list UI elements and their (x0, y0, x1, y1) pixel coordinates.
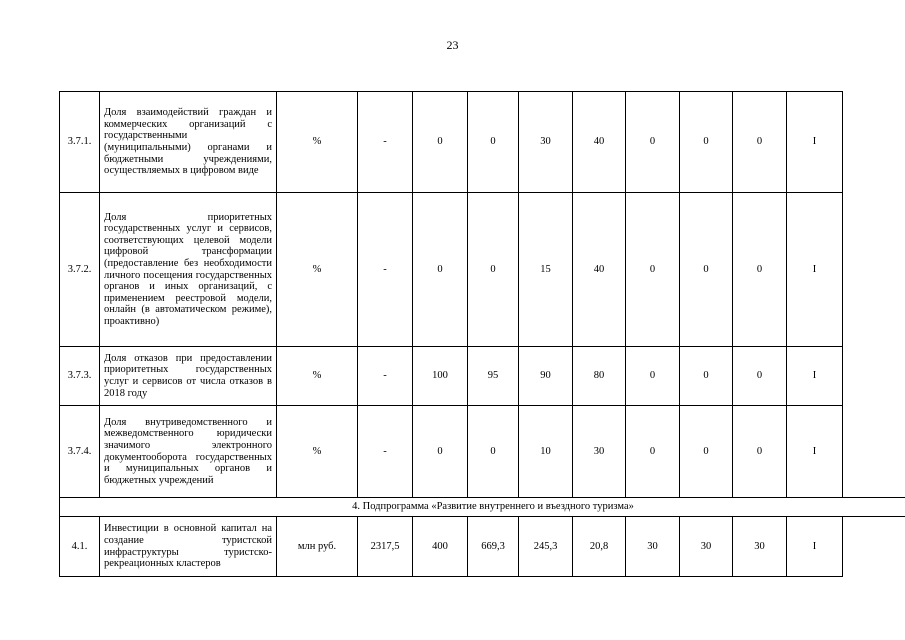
value-cell: 0 (733, 92, 787, 193)
indicator-type: I (787, 92, 843, 193)
value-cell: 20,8 (573, 517, 626, 577)
value-cell: 90 (519, 347, 573, 406)
section-title: 4. Подпрограмма «Развитие внутреннего и въездного туризма» (60, 498, 905, 517)
value-cell: 0 (413, 92, 468, 193)
table-row (60, 92, 905, 193)
page-number: 23 (446, 38, 459, 52)
value-cell: 30 (519, 92, 573, 193)
value-cell: 30 (680, 517, 733, 577)
value-cell: 30 (573, 406, 626, 498)
value-cell: 0 (680, 92, 733, 193)
indicator-description: Инвестиции в основной капитал на создание туристской инфраструктуры туристско-рекреационных кластеров (100, 517, 277, 577)
value-cell: - (358, 193, 413, 347)
table-row (60, 347, 905, 406)
row-number: 3.7.2. (60, 193, 100, 347)
value-cell: 95 (468, 347, 519, 406)
value-cell: 0 (680, 193, 733, 347)
value-cell: 0 (626, 347, 680, 406)
unit-cell: млн руб. (277, 517, 358, 577)
unit-cell: % (277, 193, 358, 347)
row-number: 3.7.4. (60, 406, 100, 498)
value-cell: 40 (573, 92, 626, 193)
value-cell: 40 (573, 193, 626, 347)
value-cell: 10 (519, 406, 573, 498)
unit-cell: % (277, 406, 358, 498)
row-number: 3.7.3. (60, 347, 100, 406)
value-cell: 0 (733, 347, 787, 406)
value-cell: 669,3 (468, 517, 519, 577)
indicator-description: Доля внутриведомственного и межведомственного юридически значимого электронного документооборота государственных и муниципальных органов и бюджетных учреждений (100, 406, 277, 498)
value-cell: - (358, 347, 413, 406)
value-cell: 15 (519, 193, 573, 347)
value-cell: 0 (468, 193, 519, 347)
value-cell: 0 (413, 406, 468, 498)
value-cell: 0 (468, 406, 519, 498)
value-cell: 30 (733, 517, 787, 577)
indicator-description: Доля взаимодействий граждан и коммерческих организаций с государственными (муниципальными) органами и бюджетными учреждениями, осуществляемых в цифровом виде (100, 92, 277, 193)
row-number: 3.7.1. (60, 92, 100, 193)
indicator-type: I (787, 406, 843, 498)
value-cell: 0 (733, 406, 787, 498)
value-cell: 80 (573, 347, 626, 406)
indicator-description: Доля приоритетных государственных услуг и сервисов, соответствующих целевой модели цифровой трансформации (предоставление без необходимости личного посещения государственных органов и иных организаций, с применением реестровой модели, онлайн (в автоматическом режиме), проактивно) (100, 193, 277, 347)
table-row (60, 193, 905, 347)
table-row (60, 406, 905, 498)
value-cell: 245,3 (519, 517, 573, 577)
value-cell: 0 (733, 193, 787, 347)
unit-cell: % (277, 92, 358, 193)
unit-cell: % (277, 347, 358, 406)
row-number: 4.1. (60, 517, 100, 577)
value-cell: 400 (413, 517, 468, 577)
indicator-type: I (787, 193, 843, 347)
value-cell: 0 (680, 406, 733, 498)
value-cell: 0 (626, 92, 680, 193)
value-cell: 0 (413, 193, 468, 347)
value-cell: - (358, 406, 413, 498)
value-cell: 0 (680, 347, 733, 406)
value-cell: 0 (626, 193, 680, 347)
value-cell: 0 (626, 406, 680, 498)
value-cell: 0 (468, 92, 519, 193)
value-cell: - (358, 92, 413, 193)
indicator-description: Доля отказов при предоставлении приоритетных государственных услуг и сервисов от числа отказов в 2018 году (100, 347, 277, 406)
value-cell: 100 (413, 347, 468, 406)
indicator-type: I (787, 517, 843, 577)
value-cell: 2317,5 (358, 517, 413, 577)
section-row (60, 498, 905, 517)
indicators-table (59, 91, 905, 577)
value-cell: 30 (626, 517, 680, 577)
table-row (60, 517, 905, 577)
indicator-type: I (787, 347, 843, 406)
